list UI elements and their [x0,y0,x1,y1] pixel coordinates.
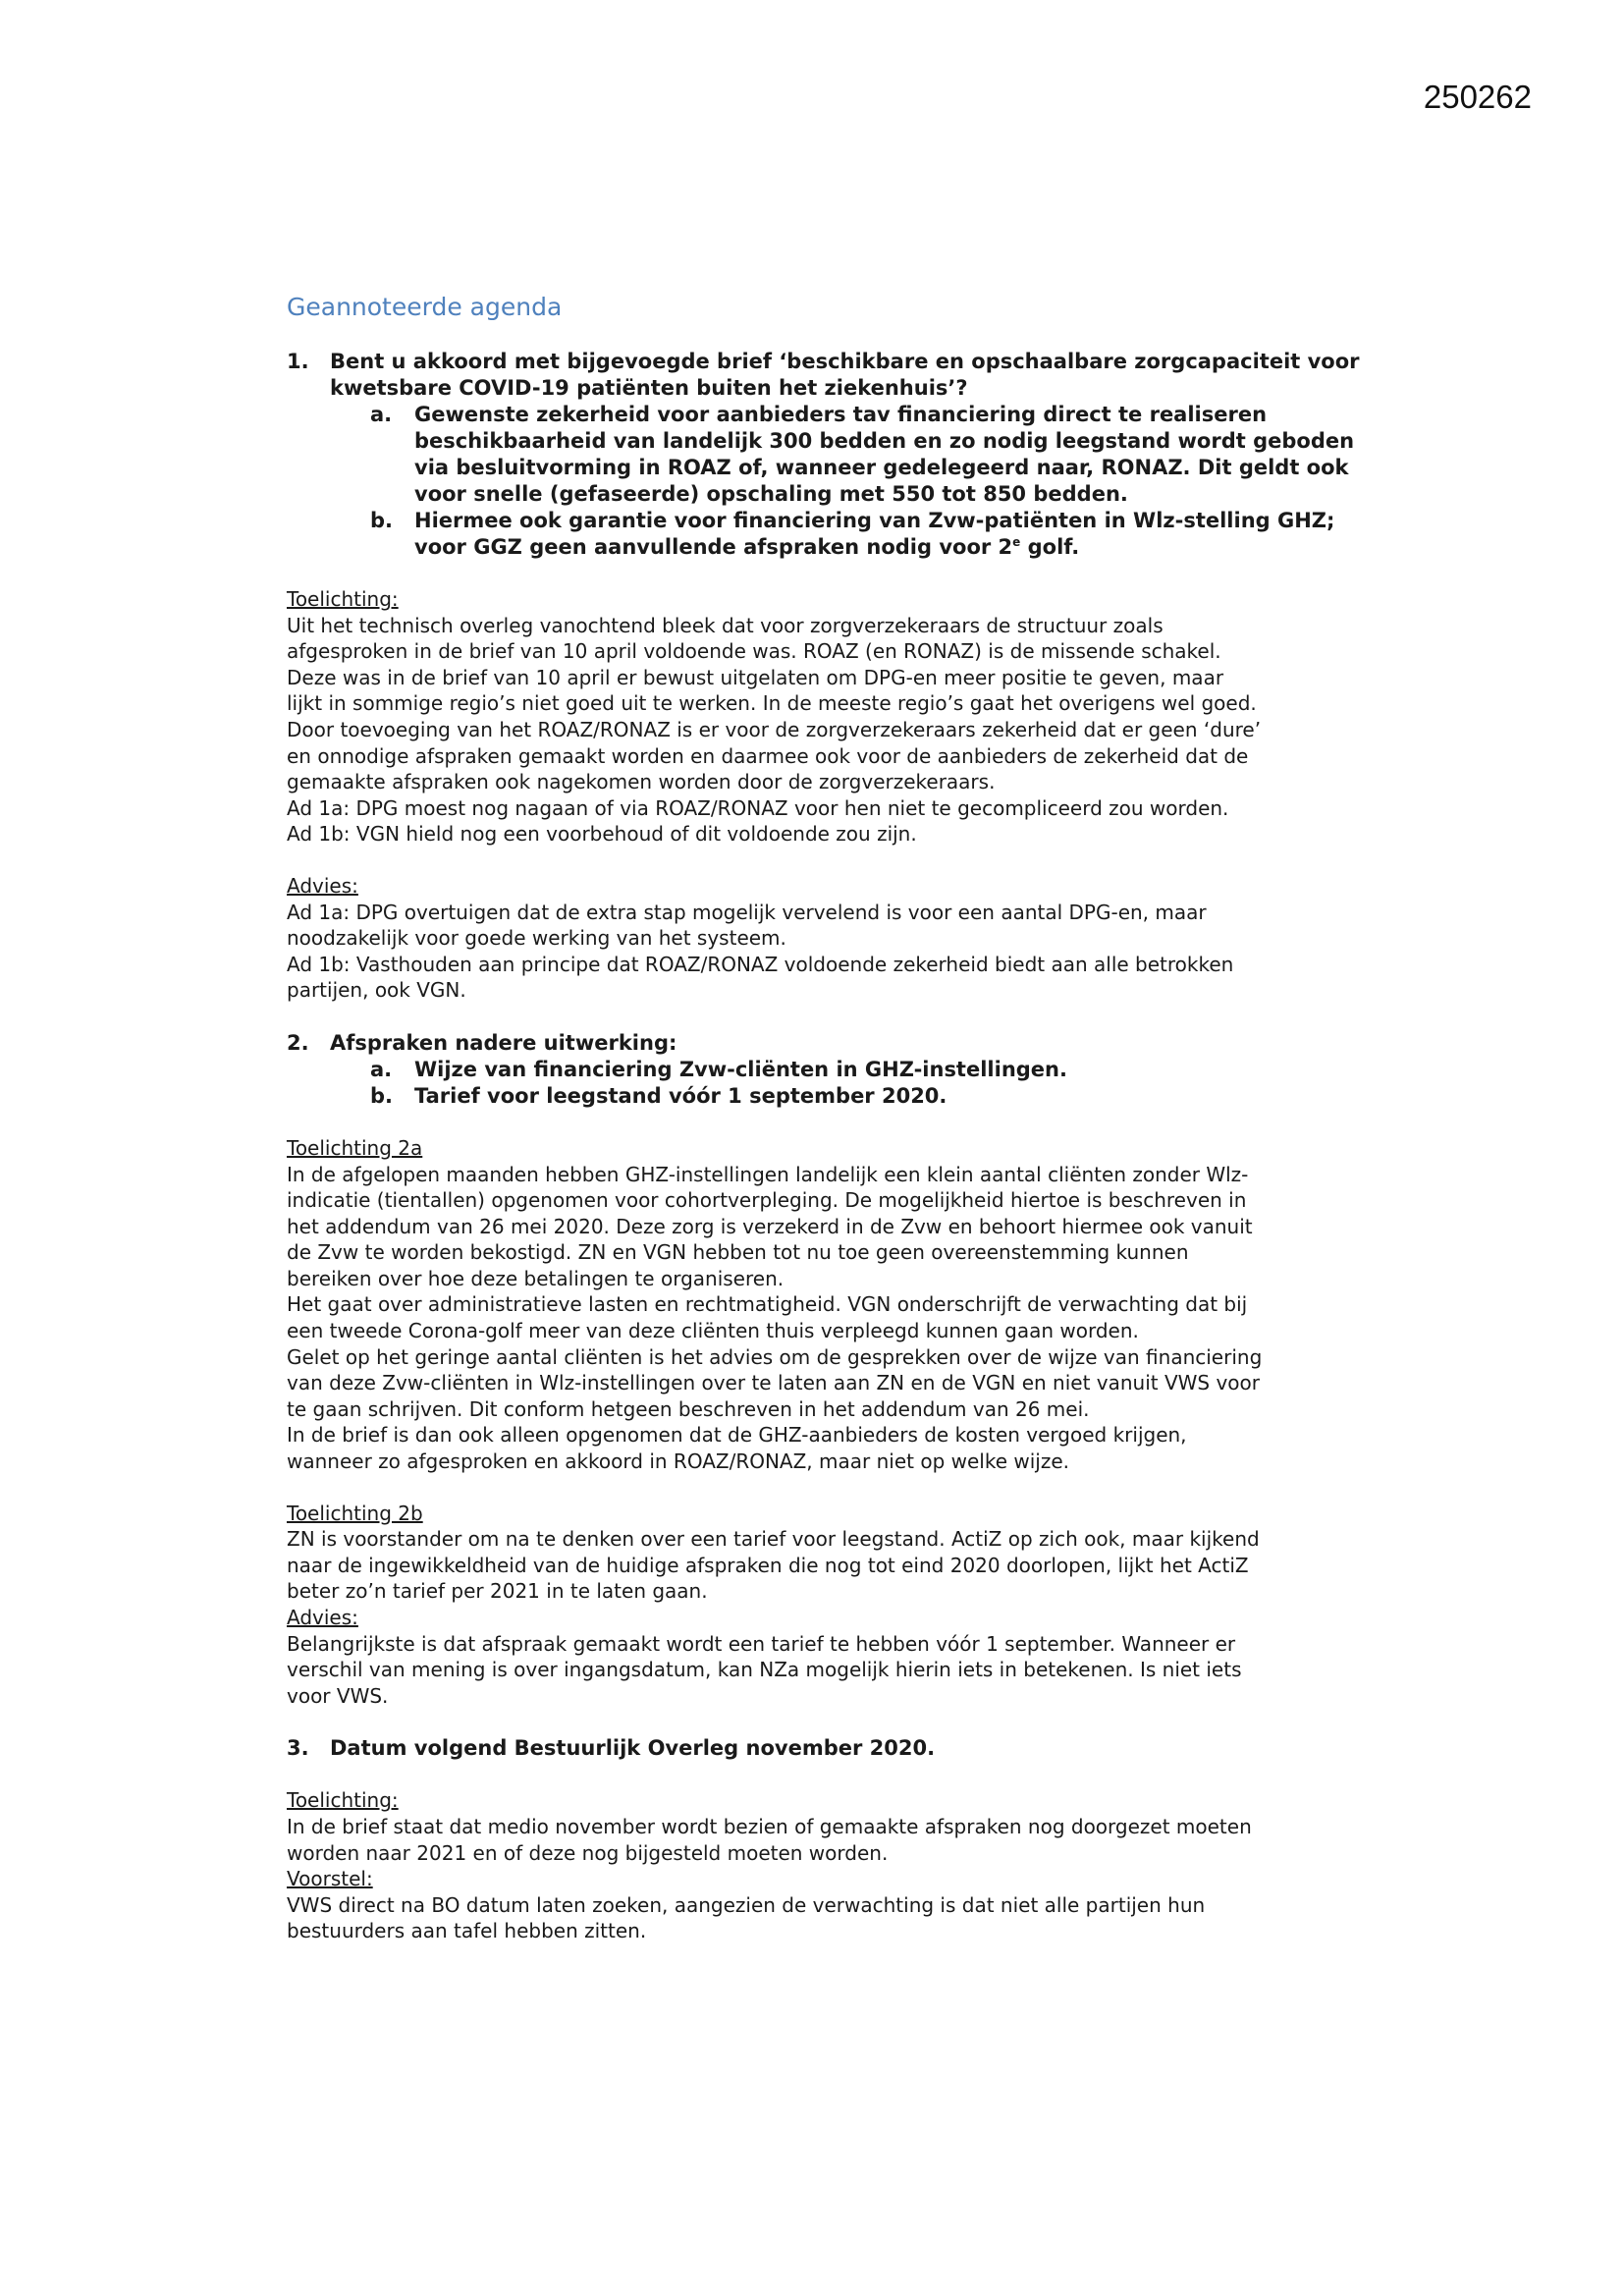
text-line: verschil van mening is over ingangsdatum, kan NZa mogelijk hierin iets in betekenen. Is niet iets [287,1658,1242,1682]
agenda-item-number: 2. [287,1030,309,1055]
subitem-text [414,508,1367,561]
text-line: Ad 1b: Vasthouden aan principe dat ROAZ/RONAZ voldoende zekerheid biedt aan alle betrokken [287,952,1234,976]
document-body [287,293,1367,1944]
text-line: naar de ingewikkeldheid van de huidige afspraken die nog tot eind 2020 doorlopen, lijkt het ActiZ [287,1553,1249,1577]
agenda-subitem-2b [370,1083,1367,1110]
text-line: In de afgelopen maanden hebben GHZ-instellingen landelijk een klein aantal cliënten zonder Wlz- [287,1162,1249,1186]
advies-2-text [287,1631,1367,1710]
text-line: en onnodige afspraken gemaakt worden en daarmee ook voor de aanbieders de zekerheid dat de [287,743,1249,768]
text-line: In de brief staat dat medio november wordt bezien of gemaakte afspraken nog doorgezet moeten [287,1814,1252,1838]
text-line: indicatie (tientallen) opgenomen voor cohortverpleging. De mogelijkheid hiertoe is beschreven in [287,1188,1247,1213]
agenda-item-title: Datum volgend Bestuurlijk Overleg november 2020. [330,1736,936,1761]
text-line: Ad 1a: DPG overtuigen dat de extra stap mogelijk vervelend is voor een aantal DPG-en, maar [287,900,1207,924]
toelichting-3-text [287,1814,1367,1866]
text-line: een tweede Corona-golf meer van deze cliënten thuis verpleegd kunnen gaan worden. [287,1319,1139,1343]
text-line: Deze was in de brief van 10 april er bewust uitgelaten om DPG-en meer positie te geven, maar [287,665,1224,689]
toelichting-1-text [287,613,1367,847]
text-line: lijkt in sommige regio’s niet goed uit te werken. In de meeste regio’s gaat het overigens wel goed. [287,691,1257,716]
text-line: Ad 1a: DPG moest nog nagaan of via ROAZ/RONAZ voor hen niet te gecompliceerd zou worden. [287,795,1229,820]
text-line: bestuurders aan tafel hebben zitten. [287,1919,647,1943]
text-line: VWS direct na BO datum laten zoeken, aangezien de verwachting is dat niet alle partijen hun [287,1892,1206,1917]
text-line: partijen, ook VGN. [287,978,466,1003]
section-label-toelichting-2a: Toelichting 2a [287,1135,423,1160]
text-line: gemaakte afspraken ook nagekomen worden door de zorgverzekeraars. [287,770,996,794]
subitem-letter: a. [370,1057,393,1081]
document-number: 250262 [1423,79,1532,115]
advies-1-text [287,900,1367,1004]
subitem-letter: b. [370,509,394,532]
text-line: de Zvw te worden bekostigd. ZN en VGN hebben tot nu toe geen overeenstemming kunnen [287,1240,1189,1265]
text-line: Ad 1b: VGN hield nog een voorbehoud of dit voldoende zou zijn. [287,822,917,847]
text-line: ZN is voorstander om na te denken over een tarief voor leegstand. ActiZ op zich ook, maar kijkend [287,1527,1260,1552]
text-line: bereiken over hoe deze betalingen te organiseren. [287,1266,785,1290]
page-title: Geannoteerde agenda [287,293,563,321]
subitem-letter: b. [370,1083,394,1108]
subitem-text: Wijze van financiering Zvw-cliënten in GHZ-instellingen. [414,1057,1067,1081]
section-label-advies: Advies: [287,873,358,898]
toelichting-2a-text [287,1162,1367,1475]
text-line: van deze Zvw-cliënten in Wlz-instellingen over te laten aan ZN en de VGN en niet vanuit VWS voor [287,1371,1261,1395]
text-line: Belangrijkste is dat afspraak gemaakt wordt een tarief te hebben vóór 1 september. Wanneer er [287,1631,1236,1656]
text-line: Gelet op het geringe aantal cliënten is het advies om de gesprekken over de wijze van financiering [287,1344,1263,1369]
section-label-toelichting-2b: Toelichting 2b [287,1501,423,1525]
subitem-text-part: golf. [1020,535,1080,559]
section-label-voorstel: Voorstel: [287,1867,373,1891]
section-label-toelichting: Toelichting: [287,587,399,611]
agenda-item-title: Afspraken nadere uitwerking: [330,1030,677,1055]
agenda-subitem-1a [370,402,1367,508]
section-label-toelichting-3: Toelichting: [287,1788,399,1813]
agenda-item-3 [287,1735,1367,1762]
text-line: Uit het technisch overleg vanochtend bleek dat voor zorgverzekeraars de structuur zoals [287,613,1164,637]
text-line: beter zo’n tarief per 2021 in te laten gaan. [287,1579,708,1604]
text-line: voor VWS. [287,1683,389,1708]
subitem-text-part: Hiermee ook garantie voor financiering van Zvw-patiënten in Wlz-stelling GHZ; voor GGZ geen aanvullende afspraken nodig voor 2 [414,509,1335,559]
text-line: afgesproken in de brief van 10 april voldoende was. ROAZ (en RONAZ) is de missende schakel. [287,639,1221,664]
subitem-text: Gewenste zekerheid voor aanbieders tav financiering direct te realiseren beschikbaarheid van landelijk 300 bedden en zo nodig leegstand wordt geboden via besluitvorming in ROAZ of, wanneer gedelegeerd naar, RONAZ. Dit geldt ook voor snelle (gefaseerde) opschaling met 550 tot 850 bedden. [414,403,1355,506]
toelichting-2b-text [287,1526,1367,1605]
text-line: wanneer zo afgesproken en akkoord in ROAZ/RONAZ, maar niet op welke wijze. [287,1449,1070,1474]
section-label-advies-2: Advies: [287,1606,358,1629]
text-line: In de brief is dan ook alleen opgenomen dat de GHZ-aanbieders de kosten vergoed krijgen, [287,1423,1187,1448]
subitem-text: Tarief voor leegstand vóór 1 september 2020. [414,1083,947,1108]
text-line: Het gaat over administratieve lasten en rechtmatigheid. VGN onderschrijft de verwachting dat bij [287,1292,1248,1317]
agenda-subitem-1b [370,508,1367,561]
text-line: het addendum van 26 mei 2020. Deze zorg is verzekerd in de Zvw en behoort hiermee ook vanuit [287,1214,1253,1238]
text-line: noodzakelijk voor goede werking van het systeem. [287,926,786,951]
agenda-subitem-2a [370,1057,1367,1083]
agenda-item-2 [287,1030,1367,1057]
agenda-item-number: 3. [287,1736,309,1761]
agenda-item-1 [287,349,1367,402]
subitem-letter: a. [370,403,393,426]
text-line: Door toevoeging van het ROAZ/RONAZ is er voor de zorgverzekeraars zekerheid dat er geen ‘dure’ [287,717,1262,741]
superscript: e [1012,535,1021,549]
agenda-item-title: Bent u akkoord met bijgevoegde brief ‘beschikbare en opschaalbare zorgcapaciteit voor kwetsbare COVID-19 patiënten buiten het ziekenhuis’? [330,350,1360,400]
text-line: worden naar 2021 en of deze nog bijgesteld moeten worden. [287,1840,889,1865]
voorstel-3-text [287,1892,1367,1944]
agenda-item-number: 1. [287,350,309,373]
text-line: te gaan schrijven. Dit conform hetgeen beschreven in het addendum van 26 mei. [287,1396,1090,1421]
